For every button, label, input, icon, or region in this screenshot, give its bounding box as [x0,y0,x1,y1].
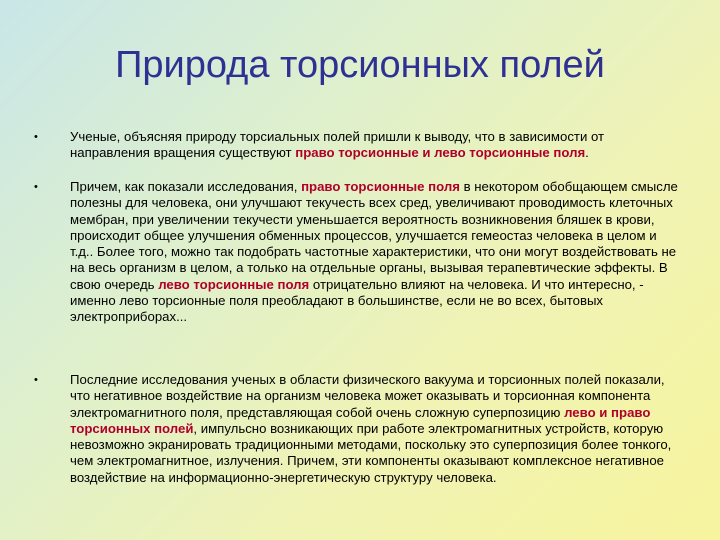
slide-title: Природа торсионных полей [115,44,605,86]
bullet-item-2 [34,179,682,326]
highlight-term: лево и право торсионных полей [70,404,651,436]
text-run: в некотором обобщающем смысле полезны для человека, они улучшают текучесть всех сред, увеличивают проводимость клеточных мембран, при увеличении текучести уменьшается вероятность возникновения бляшек в крови, происходит общее улучшения обменных процессов, улучшается гемеостаз человека в целом и т.д.. Более того, можно так подобрать частотные характеристики, что они могут воздействовать не на весь организм в целом, а только на отдельные органы, вызывая терапевтические эффекты. В свою очередь [70,179,678,292]
highlight-term: право торсионные и лево торсионные поля [295,145,586,161]
bullet-text [70,372,682,486]
bullet-marker: • [34,374,38,386]
bullet-text [70,129,682,162]
text-run: Ученые, объясняя природу торсиальных полей пришли к выводу, что в зависимости от направления вращения существуют [70,129,605,161]
highlight-term: право торсионные поля [301,179,460,194]
text-run: Последние исследования ученых в области физического вакуума и торсионных полей показали, что негативное воздействие на организм человека может оказывать и торсионная компонента электромагнитного поля, представляющая собой очень сложную суперпозицию [70,372,665,420]
bullet-item-1 [34,129,682,162]
text-run: Причем, как показали исследования, [70,179,302,194]
bullet-item-3 [34,372,682,486]
bullet-text [70,179,682,326]
bullet-marker: • [34,181,38,193]
text-run: , импульсно возникающих при работе электромагнитных устройств, которую невозможно экранировать традиционными методами, поскольку это суперпозиция более тонкого, чем электромагнитное, излучения. Причем, эти компоненты оказывают комплексное негативное воздействие на информационно-энергетическую структуру человека. [70,420,672,485]
highlight-term: лево торсионные поля [158,276,310,292]
text-run: . [585,145,589,161]
text-run: отрицательно влияют на человека. И что интересно, - именно лево торсионные поля преобладают в большинстве, если не во всех, бытовых электроприборах... [70,276,644,325]
bullet-marker: • [34,131,38,143]
